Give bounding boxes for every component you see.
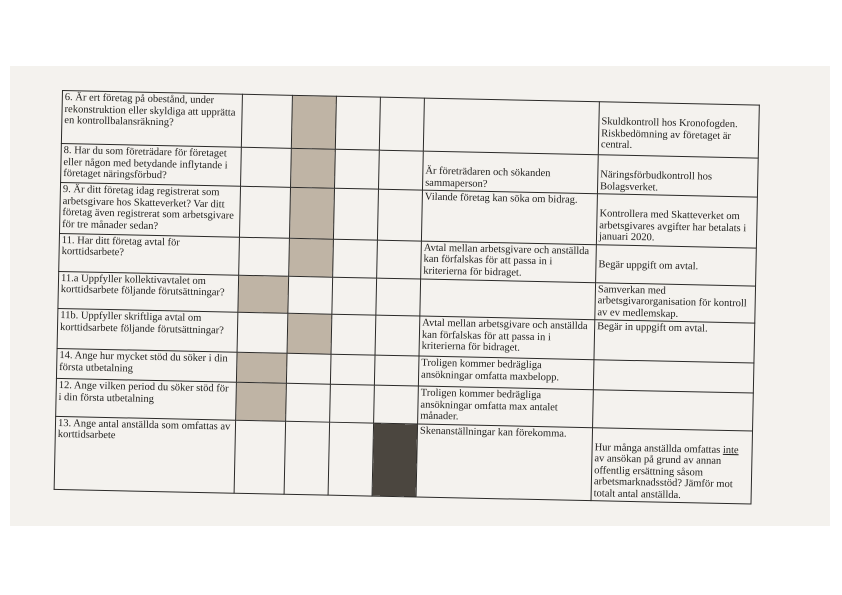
risk-cell: Troligen kommer bedrägliga ansökningar omfatta max antalet månader. xyxy=(418,386,594,427)
control-emphasis: inte xyxy=(722,444,739,456)
risk-cell: Vilande företag kan söka om bidrag. xyxy=(421,190,597,244)
control-cell: Begär in uppgift om avtal. xyxy=(594,320,755,363)
risk-cell: Är företrädaren och sökanden sammaperson? xyxy=(422,151,598,194)
question-cell: 11.a Uppfyller kollektivavtalet om korttidsarbete följande förutsättningar? xyxy=(58,271,239,312)
score-cell xyxy=(333,239,378,278)
control-cell xyxy=(593,360,754,393)
score-cell xyxy=(328,422,374,496)
score-cell xyxy=(377,189,422,240)
score-cell-shaded xyxy=(238,275,289,314)
score-cell xyxy=(288,276,333,314)
score-cell-dark xyxy=(372,423,418,497)
score-cell-shaded xyxy=(291,148,336,188)
risk-cell: Troligen kommer bedrägliga ansökningar omfatta maxbelopp. xyxy=(418,356,594,390)
score-cell-shaded xyxy=(236,352,287,383)
score-cell xyxy=(241,147,292,187)
control-cell xyxy=(591,427,753,504)
control-cell xyxy=(593,390,754,431)
table-row xyxy=(54,416,752,504)
score-cell xyxy=(237,312,288,353)
score-cell xyxy=(330,384,375,422)
risk-cell: Skenanställningar kan förekomma. xyxy=(416,424,593,501)
control-cell: Skuldkontroll hos Kronofogden. Riskbedömning av företaget är central. xyxy=(598,102,759,158)
score-cell xyxy=(376,278,421,316)
score-cell-shaded xyxy=(289,238,334,277)
risk-cell xyxy=(420,279,596,320)
score-cell-shaded xyxy=(289,187,334,238)
score-cell xyxy=(379,97,424,151)
score-cell xyxy=(286,383,331,421)
score-cell xyxy=(375,315,420,356)
score-cell xyxy=(331,314,376,355)
score-cell xyxy=(330,354,375,385)
score-cell xyxy=(239,237,290,276)
document-sheet xyxy=(54,90,762,501)
question-cell: 14. Ange hur mycket stöd du söker i din första utbetalning xyxy=(56,348,237,382)
risk-cell: Avtal mellan arbetsgivare och anställda kan förfalskas för att passa in i kriterierna för bidraget. xyxy=(419,316,595,360)
question-cell: 12. Ange vilken period du söker stöd för i din första utbetalning xyxy=(56,378,237,419)
control-cell: Näringsförbudkontroll hos Bolagsverket. xyxy=(597,155,758,197)
score-cell xyxy=(377,240,422,279)
score-cell-shaded xyxy=(287,313,332,354)
score-cell xyxy=(239,186,290,238)
risk-cell: Avtal mellan arbetsgivare och anställda kan förfalskas för att passa in i kriterierna för bidraget. xyxy=(421,241,597,283)
score-cell xyxy=(335,149,380,189)
control-cell: Samverkan med arbetsgivarorganisation för kontroll av ev medlemskap. xyxy=(595,282,756,323)
control-table xyxy=(54,90,760,505)
question-cell: 11b. Uppfyller skriftliga avtal om korttidsarbete följande förutsättningar? xyxy=(57,308,238,352)
question-cell: 13. Ange antal anställda som omfattas av korttidsarbete xyxy=(54,416,235,493)
score-cell xyxy=(286,353,331,384)
score-cell xyxy=(284,421,330,495)
score-cell-shaded xyxy=(291,95,336,149)
control-cell: Kontrollera med Skatteverket om arbetsgivares avgifter har betalats i januari 2020. xyxy=(596,194,757,248)
score-cell xyxy=(241,94,292,148)
score-cell xyxy=(234,420,286,495)
score-cell xyxy=(374,385,419,423)
question-cell: 11. Har ditt företag avtal för korttidsarbete? xyxy=(59,233,240,275)
score-cell xyxy=(378,150,423,190)
score-cell-shaded xyxy=(236,382,287,421)
question-cell: 6. Är ert företag på obestånd, under rekonstruktion eller skyldiga att upprätta en kontrollbalansräkning? xyxy=(61,91,242,148)
score-cell xyxy=(332,277,377,315)
control-cell: Begär uppgift om avtal. xyxy=(596,244,757,285)
control-text: av ansökan på grund av annan offentlig ersättning såsom arbetsmarknadsstöd? Jämför mot totalt antal anställda. xyxy=(593,453,733,501)
score-cell xyxy=(374,355,419,386)
score-cell xyxy=(335,96,380,150)
risk-cell xyxy=(423,98,599,155)
score-cell xyxy=(333,188,378,239)
question-cell: 9. Är ditt företag idag registrerat som arbetsgivare hos Skatteverket? Var ditt företag även registrerat som arbetsgivare för tre månader sedan? xyxy=(60,182,241,236)
question-cell: 8. Har du som företrädare för företaget eller någon med betydande inflytande i företaget näringsförbud? xyxy=(61,143,242,186)
control-text: Hur många anställda omfattas xyxy=(594,441,724,456)
